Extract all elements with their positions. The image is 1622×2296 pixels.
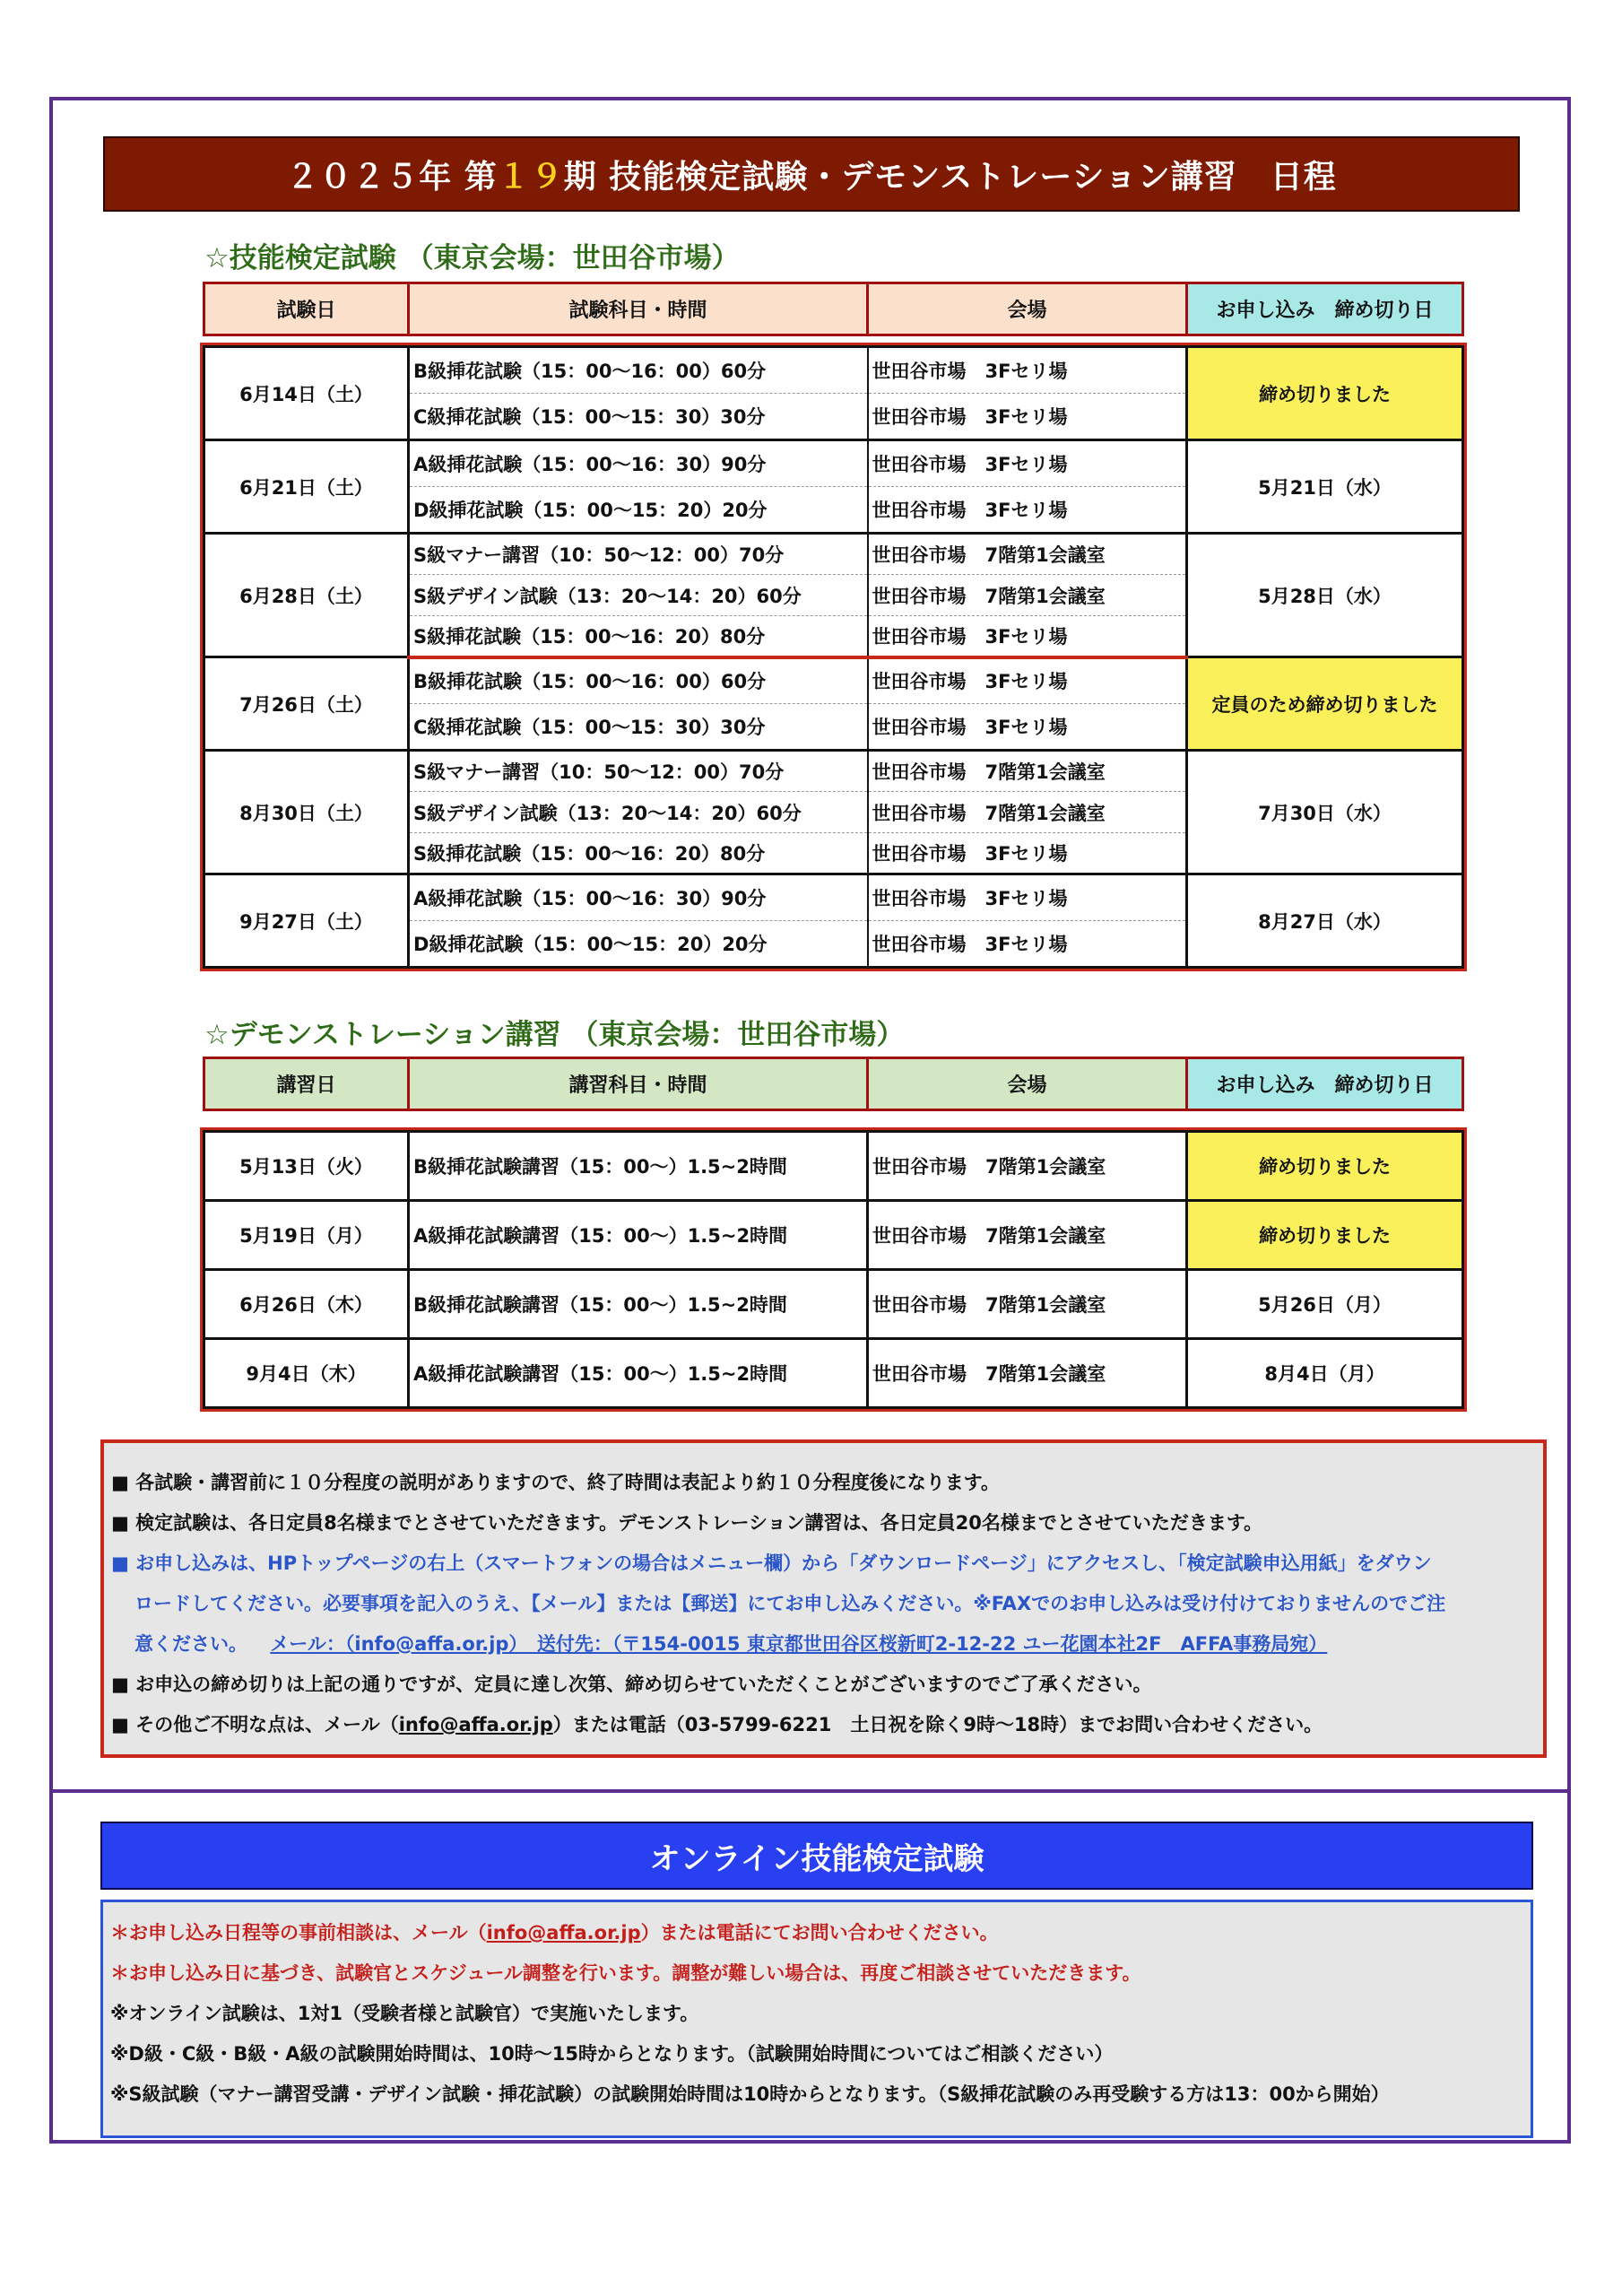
note-capacity: ■ 検定試験は、各日定員8名様までとさせていただきます。デモンストレーション講習は、各日定員20名様までとさせていただきます。 <box>111 1512 1263 1534</box>
exam-date: 7月26日（土） <box>204 657 409 751</box>
exam-header-subject: 試験科目・時間 <box>409 283 868 335</box>
title-period-number: １９ <box>497 158 564 196</box>
exam-subject: S級マナー講習（10：50〜12：00）70分 <box>409 534 868 575</box>
exam-deadline: 定員のため締め切りました <box>1187 657 1463 751</box>
exam-venue: 世田谷市場 3Fセリ場 <box>868 616 1187 657</box>
online-section-title: オンライン技能検定試験 <box>100 1822 1533 1890</box>
exam-section-title: ☆技能検定試験 （東京会場：世田谷市場） <box>204 242 740 274</box>
demo-deadline: 5月26日（月） <box>1187 1270 1463 1339</box>
exam-venue: 世田谷市場 7階第1会議室 <box>868 534 1187 575</box>
demo-subject: B級挿花試験講習（15：00〜）1.5~2時間 <box>409 1132 868 1201</box>
demo-header-table <box>203 1057 1464 1111</box>
demo-header-venue: 会場 <box>868 1058 1187 1110</box>
exam-subject: D級挿花試験（15：00〜15：20）20分 <box>409 921 868 968</box>
online-start-time-line: ※D級・C級・B級・A級の試験開始時間は、10時〜15時からとなります。（試験開始時間についてはご相談ください） <box>110 2043 1114 2065</box>
exam-venue: 世田谷市場 3Fセリ場 <box>868 874 1187 921</box>
exam-venue: 世田谷市場 3Fセリ場 <box>868 487 1187 534</box>
exam-deadline: 8月27日（水） <box>1187 874 1463 968</box>
note-contact-text-b: ）または電話（03-5799-6221 土日祝を除く9時〜18時）までお問い合わせください。 <box>552 1714 1323 1735</box>
exam-deadline: 7月30日（水） <box>1187 751 1463 874</box>
demo-header-deadline: お申し込み 締め切り日 <box>1187 1058 1463 1110</box>
notes-box <box>100 1439 1547 1758</box>
exam-subject: S級挿花試験（15：00〜16：20）80分 <box>409 616 868 657</box>
exam-venue: 世田谷市場 3Fセリ場 <box>868 921 1187 968</box>
exam-venue: 世田谷市場 3Fセリ場 <box>868 704 1187 751</box>
exam-row <box>204 874 1463 921</box>
exam-row <box>204 657 1463 704</box>
online-consult-text-b: ）または電話にてお問い合わせください。 <box>640 1922 999 1944</box>
demo-venue: 世田谷市場 7階第1会議室 <box>868 1339 1187 1408</box>
title-text-post: 期 技能検定試験・デモンストレーション講習 日程 <box>563 158 1337 196</box>
exam-deadline: 締め切りました <box>1187 347 1463 440</box>
exam-venue: 世田谷市場 3Fセリ場 <box>868 440 1187 487</box>
exam-row <box>204 440 1463 487</box>
demo-row <box>204 1339 1463 1408</box>
exam-venue: 世田谷市場 7階第1会議室 <box>868 792 1187 833</box>
exam-venue: 世田谷市場 3Fセリ場 <box>868 657 1187 704</box>
demo-subject: B級挿花試験講習（15：00〜）1.5~2時間 <box>409 1270 868 1339</box>
exam-subject: A級挿花試験（15：00〜16：30）90分 <box>409 440 868 487</box>
demo-header-date: 講習日 <box>204 1058 409 1110</box>
exam-venue: 世田谷市場 3Fセリ場 <box>868 833 1187 874</box>
exam-date: 9月27日（土） <box>204 874 409 968</box>
online-email-link[interactable]: info@affa.or.jp <box>486 1922 641 1944</box>
online-schedule-line: ＊お申し込み日に基づき、試験官とスケジュール調整を行います。調整が難しい場合は、再度ご相談させていただきます。 <box>110 1962 1141 1984</box>
exam-row <box>204 534 1463 575</box>
demo-header-subject: 講習科目・時間 <box>409 1058 868 1110</box>
exam-schedule-table <box>203 345 1464 969</box>
exam-header-deadline: お申し込み 締め切り日 <box>1187 283 1463 335</box>
exam-deadline: 5月21日（水） <box>1187 440 1463 534</box>
section-divider <box>49 1789 1571 1793</box>
page-title <box>103 136 1520 212</box>
demo-deadline: 締め切りました <box>1187 1132 1463 1201</box>
note-application-3-text: 意ください。 <box>134 1633 247 1655</box>
note-application-2: ロードしてください。必要事項を記入のうえ、【メール】または【郵送】にてお申し込みください。※FAXでのお申し込みは受け付けておりませんのでご注 <box>134 1593 1446 1614</box>
note-contact <box>111 1705 1543 1745</box>
exam-header-date: 試験日 <box>204 283 409 335</box>
note-contact-text-a: ■ その他ご不明な点は、メール（ <box>111 1714 399 1735</box>
demo-section-title: ☆デモンストレーション講習 （東京会場：世田谷市場） <box>204 1019 905 1051</box>
online-consult-line <box>110 1913 1531 1953</box>
exam-venue: 世田谷市場 7階第1会議室 <box>868 575 1187 616</box>
exam-date: 6月14日（土） <box>204 347 409 440</box>
demo-deadline: 締め切りました <box>1187 1201 1463 1270</box>
exam-header-table <box>203 282 1464 336</box>
demo-subject: A級挿花試験講習（15：00〜）1.5~2時間 <box>409 1201 868 1270</box>
demo-date: 5月13日（火） <box>204 1132 409 1201</box>
note-deadline: ■ お申込の締め切りは上記の通りですが、定員に達し次第、締め切らせていただくことがございますのでご了承ください。 <box>111 1674 1152 1695</box>
demo-row <box>204 1270 1463 1339</box>
demo-date: 5月19日（月） <box>204 1201 409 1270</box>
exam-subject: B級挿花試験（15：00〜16：00）60分 <box>409 347 868 394</box>
exam-row <box>204 347 1463 394</box>
exam-subject: D級挿花試験（15：00〜15：20）20分 <box>409 487 868 534</box>
note-application-3 <box>111 1624 1543 1665</box>
exam-venue: 世田谷市場 3Fセリ場 <box>868 394 1187 440</box>
exam-subject: C級挿花試験（15：00〜15：30）30分 <box>409 704 868 751</box>
demo-row <box>204 1201 1463 1270</box>
exam-subject: C級挿花試験（15：00〜15：30）30分 <box>409 394 868 440</box>
online-format-line: ※オンライン試験は、1対1（受験者様と試験官）で実施いたします。 <box>110 2003 699 2024</box>
exam-subject: A級挿花試験（15：00〜16：30）90分 <box>409 874 868 921</box>
title-text-pre: ２０２５年 第 <box>286 158 498 196</box>
exam-subject: S級挿花試験（15：00〜16：20）80分 <box>409 833 868 874</box>
demo-venue: 世田谷市場 7階第1会議室 <box>868 1132 1187 1201</box>
mail-address-link[interactable]: メール：（info@affa.or.jp） 送付先：（〒154-0015 東京都世田谷区桜新町2-12-22 ユー花園本社2F AFFA事務局宛） <box>270 1633 1328 1655</box>
demo-date: 6月26日（木） <box>204 1270 409 1339</box>
exam-date: 8月30日（土） <box>204 751 409 874</box>
demo-date: 9月4日（木） <box>204 1339 409 1408</box>
exam-subject: S級デザイン試験（13：20〜14：20）60分 <box>409 575 868 616</box>
exam-subject: S級マナー講習（10：50〜12：00）70分 <box>409 751 868 792</box>
exam-date: 6月21日（土） <box>204 440 409 534</box>
online-info-box <box>100 1900 1533 2138</box>
exam-venue: 世田谷市場 7階第1会議室 <box>868 751 1187 792</box>
online-consult-text-a: ＊お申し込み日程等の事前相談は、メール（ <box>110 1922 487 1944</box>
exam-date: 6月28日（土） <box>204 534 409 657</box>
note-application-1: ■ お申し込みは、HPトップページの右上（スマートフォンの場合はメニュー欄）から「ダウンロードページ」にアクセスし、「検定試験申込用紙」をダウン <box>111 1552 1432 1574</box>
exam-header-venue: 会場 <box>868 283 1187 335</box>
exam-row <box>204 751 1463 792</box>
demo-subject: A級挿花試験講習（15：00〜）1.5~2時間 <box>409 1339 868 1408</box>
demo-venue: 世田谷市場 7階第1会議室 <box>868 1270 1187 1339</box>
exam-venue: 世田谷市場 3Fセリ場 <box>868 347 1187 394</box>
exam-subject: S級デザイン試験（13：20〜14：20）60分 <box>409 792 868 833</box>
demo-schedule-table <box>203 1130 1464 1409</box>
demo-row <box>204 1132 1463 1201</box>
demo-deadline: 8月4日（月） <box>1187 1339 1463 1408</box>
exam-deadline: 5月28日（水） <box>1187 534 1463 657</box>
demo-venue: 世田谷市場 7階第1会議室 <box>868 1201 1187 1270</box>
contact-email-link[interactable]: info@affa.or.jp <box>398 1714 553 1735</box>
note-duration: ■ 各試験・講習前に１０分程度の説明がありますので、終了時間は表記より約１０分程度後になります。 <box>111 1472 1001 1493</box>
exam-subject: B級挿花試験（15：00〜16：00）60分 <box>409 657 868 704</box>
online-s-class-line: ※S級試験（マナー講習受講・デザイン試験・挿花試験）の試験開始時間は10時からとなります。（S級挿花試験のみ再受験する方は13：00から開始） <box>110 2083 1390 2105</box>
